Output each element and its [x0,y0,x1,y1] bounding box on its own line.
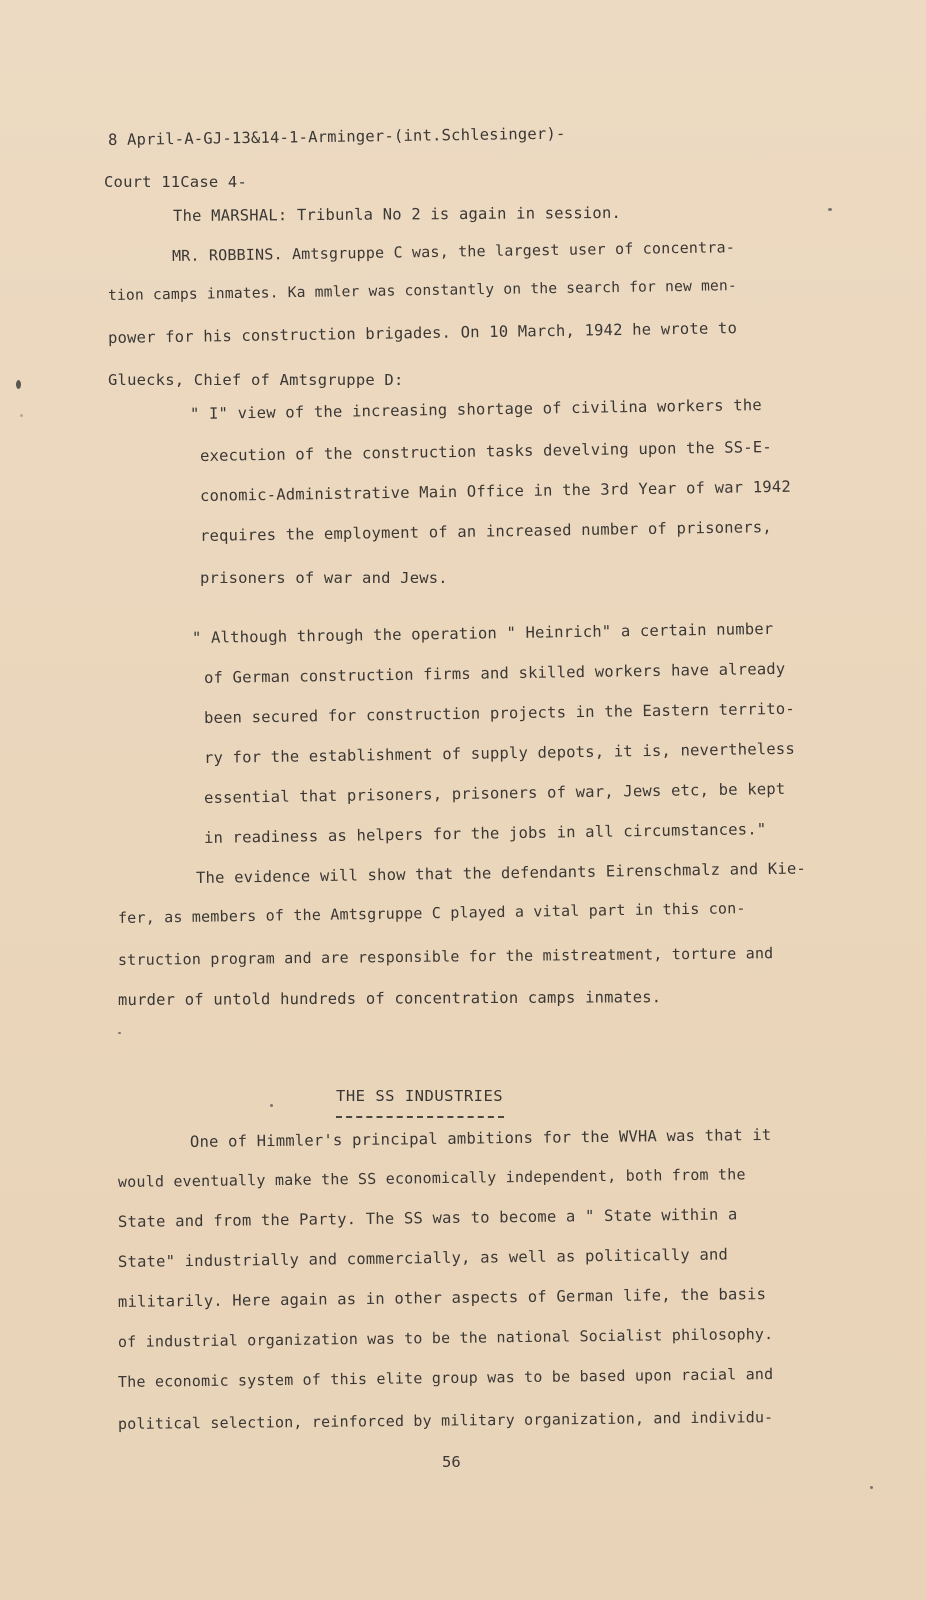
section-line-7: The economic system of this elite group was to be based upon racial and [117,1364,774,1391]
body-line-8: struction program and are responsible for the mistreatment, torture and [117,944,774,969]
section-line-2: would eventually make the SS economically independent, both from the [117,1165,746,1191]
section-line-8: political selection, reinforced by military organization, and individu- [117,1408,774,1433]
quote-line-5: prisoners of war and Jews. [200,569,448,587]
quote-line-8: been secured for construction projects in the Eastern territo- [203,699,796,727]
body-line-5: Gluecks, Chief of Amtsgruppe D: [108,371,404,389]
quote-line-10: essential that prisoners, prisoners of war, Jews etc, be kept [203,779,786,807]
paper-speck [828,208,832,211]
body-line-3: tion camps inmates. Ka mmler was constantly on the search for new men- [107,277,738,304]
header-line-1: 8 April-A-GJ-13&14-1-Arminger-(int.Schlesinger)- [107,124,566,149]
section-line-5: militarily. Here again as in other aspects of German life, the basis [117,1285,767,1311]
section-line-6: of industrial organization was to be the national Socialist philosophy. [117,1324,774,1351]
body-line-2: MR. ROBBINS. Amtsgruppe C was, the largest user of concentra- [171,238,736,265]
quote-line-6: " Although through the operation " Heinrich" a certain number [191,619,774,647]
heading-underline [336,1116,504,1118]
body-line-9: murder of untold hundreds of concentration camps inmates. [117,988,662,1009]
quote-line-2: execution of the construction tasks develving upon the SS-E- [199,438,772,465]
paper-speck [270,1104,273,1107]
quote-line-9: ry for the establishment of supply depots, it is, nevertheless [203,739,796,767]
page-number: 56 [442,1453,461,1471]
paper-speck [20,414,23,417]
body-line-1: The MARSHAL: Tribunla No 2 is again in session. [172,203,622,225]
quote-line-4: requires the employment of an increased number of prisoners, [199,518,772,545]
section-line-3: State and from the Party. The SS was to become a " State within a [117,1205,738,1231]
section-line-1: One of Himmler's principal ambitions for the WVHA was that it [189,1125,772,1151]
quote-line-3: conomic-Administrative Main Office in the 3rd Year of war 1942 [199,477,792,505]
section-heading: THE SS INDUSTRIES [336,1087,504,1105]
body-line-6: The evidence will show that the defendants Eirenschmalz and Kie- [195,859,807,887]
quote-line-11: in readiness as helpers for the jobs in all circumstances." [203,820,767,847]
paper-speck [870,1486,873,1489]
body-line-7: fer, as members of the Amtsgruppe C played a vital part in this con- [117,899,746,927]
body-line-4: power for his construction brigades. On 10 March, 1942 he wrote to [107,319,738,347]
paper-speck [118,1032,121,1034]
quote-line-7: of German construction firms and skilled workers have already [203,659,786,687]
section-line-4: State" industrially and commercially, as well as politically and [117,1245,729,1271]
header-line-2: Court 11Case 4- [104,173,247,191]
quote-line-1: " I" view of the increasing shortage of civilina workers the [189,396,762,423]
margin-mark [16,380,21,389]
